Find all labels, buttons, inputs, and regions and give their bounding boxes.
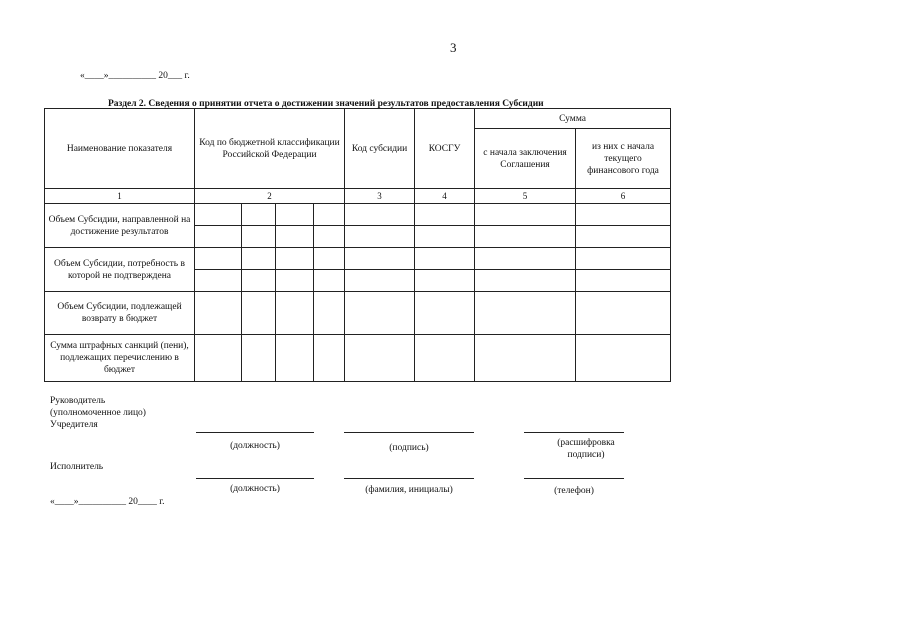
cell-blank xyxy=(345,226,415,248)
executor-name-caption: (фамилия, инициалы) xyxy=(365,485,453,495)
header-sum-since-agreement: с начала заключения Соглашения xyxy=(475,129,576,189)
cell-blank xyxy=(345,270,415,292)
cell-blank xyxy=(314,270,345,292)
cell-blank xyxy=(345,248,415,270)
row-label-3: Объем Субсидии, подлежащей возврату в бюджет xyxy=(45,292,195,335)
cell-blank xyxy=(195,270,242,292)
row-label-1: Объем Субсидии, направленной на достижение результатов xyxy=(45,204,195,248)
row-label-2: Объем Субсидии, потребность в которой не подтверждена xyxy=(45,248,195,292)
cell-blank xyxy=(195,335,242,382)
cell-blank xyxy=(345,292,415,335)
col-number-2: 2 xyxy=(195,189,345,204)
table-row xyxy=(45,204,671,226)
decode-caption-line2: подписи) xyxy=(567,450,605,460)
cell-blank xyxy=(576,204,671,226)
cell-blank xyxy=(195,226,242,248)
header-budget-code: Код по бюджетной классификации Российской Федерации xyxy=(195,109,345,189)
cell-blank xyxy=(242,226,276,248)
cell-blank xyxy=(475,226,576,248)
cell-blank xyxy=(475,248,576,270)
executor-position-caption: (должность) xyxy=(230,484,280,494)
decode-line xyxy=(524,432,624,433)
cell-blank xyxy=(195,292,242,335)
signature-line xyxy=(344,432,474,433)
cell-blank xyxy=(475,204,576,226)
cell-blank xyxy=(576,248,671,270)
cell-blank xyxy=(314,204,345,226)
executor-phone-caption: (телефон) xyxy=(554,486,594,496)
header-kosgu: КОСГУ xyxy=(415,109,475,189)
cell-blank xyxy=(195,204,242,226)
cell-blank xyxy=(242,248,276,270)
cell-blank xyxy=(276,270,314,292)
header-subsidy-code: Код субсидии xyxy=(345,109,415,189)
cell-blank xyxy=(345,335,415,382)
cell-blank xyxy=(314,292,345,335)
cell-blank xyxy=(276,226,314,248)
page-number: 3 xyxy=(450,40,457,55)
executor-phone-line xyxy=(524,478,624,479)
cell-blank xyxy=(576,292,671,335)
col-number-1: 1 xyxy=(45,189,195,204)
header-sum-current-year: из них с начала текущего финансового года xyxy=(576,129,671,189)
cell-blank xyxy=(276,335,314,382)
cell-blank xyxy=(475,292,576,335)
cell-blank xyxy=(242,204,276,226)
date-line-top: «____»__________ 20___ г. xyxy=(80,71,190,81)
row-label-4: Сумма штрафных санкций (пени), подлежащих перечислению в бюджет xyxy=(45,335,195,382)
executor-name-line xyxy=(344,478,474,479)
header-row-top xyxy=(45,109,671,129)
cell-blank xyxy=(415,292,475,335)
col-number-4: 4 xyxy=(415,189,475,204)
decode-caption-line1: (расшифровка xyxy=(557,438,615,448)
signature-caption: (подпись) xyxy=(389,443,429,453)
cell-blank xyxy=(415,248,475,270)
cell-blank xyxy=(415,204,475,226)
cell-blank xyxy=(415,270,475,292)
header-indicator-name: Наименование показателя xyxy=(45,109,195,189)
head-title-line2: (уполномоченное лицо) xyxy=(50,408,146,418)
column-numbers-row xyxy=(45,189,671,204)
cell-blank xyxy=(475,335,576,382)
cell-blank xyxy=(276,248,314,270)
cell-blank xyxy=(576,226,671,248)
col-number-5: 5 xyxy=(475,189,576,204)
col-number-3: 3 xyxy=(345,189,415,204)
head-title-line3: Учредителя xyxy=(50,420,98,430)
cell-blank xyxy=(242,270,276,292)
cell-blank xyxy=(242,335,276,382)
cell-blank xyxy=(475,270,576,292)
header-sum: Сумма xyxy=(475,109,671,129)
cell-blank xyxy=(314,226,345,248)
position-line xyxy=(196,432,314,433)
cell-blank xyxy=(576,270,671,292)
table-row xyxy=(45,335,671,382)
date-line-bottom: «____»__________ 20____ г. xyxy=(50,497,165,507)
section-title: Раздел 2. Сведения о принятии отчета о достижении значений результатов предоставления Субсидии xyxy=(108,99,544,109)
cell-blank xyxy=(242,292,276,335)
cell-blank xyxy=(314,335,345,382)
cell-blank xyxy=(276,292,314,335)
cell-blank xyxy=(415,335,475,382)
cell-blank xyxy=(314,248,345,270)
head-title-line1: Руководитель xyxy=(50,396,106,406)
executor-label: Исполнитель xyxy=(50,462,104,472)
col-number-6: 6 xyxy=(576,189,671,204)
position-caption: (должность) xyxy=(230,441,280,451)
cell-blank xyxy=(345,204,415,226)
cell-blank xyxy=(276,204,314,226)
table-row xyxy=(45,248,671,270)
report-table xyxy=(44,108,671,382)
cell-blank xyxy=(576,335,671,382)
cell-blank xyxy=(415,226,475,248)
executor-position-line xyxy=(196,478,314,479)
table-row xyxy=(45,292,671,335)
cell-blank xyxy=(195,248,242,270)
